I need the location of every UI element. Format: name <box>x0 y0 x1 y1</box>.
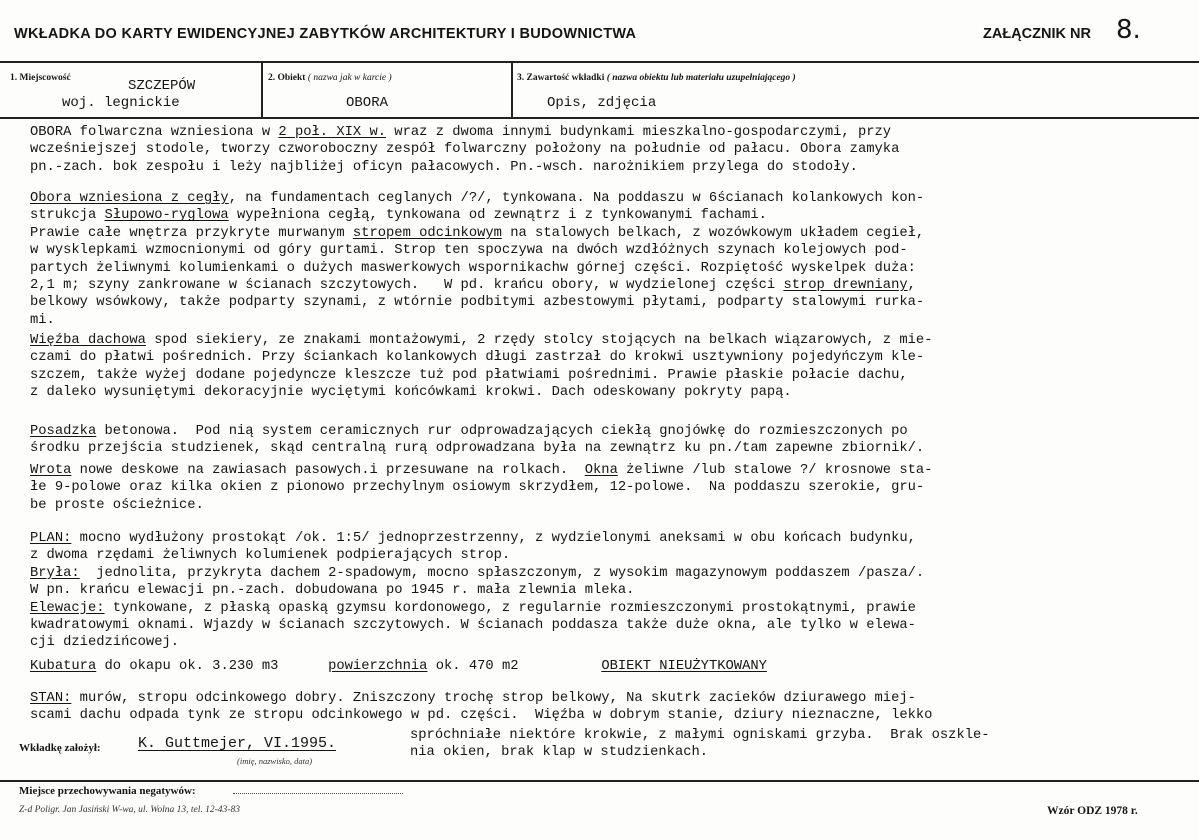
text-run: be proste ościeżnice. <box>30 497 204 513</box>
text-run: spod siekiery, ze znakami montażowymi, 2 rzędy stolcy stojących na belkach wiązarowych, z mie- <box>145 333 933 348</box>
text-run: nowe deskowe na zawiasach pasowych.i przesuwane na rolkach. <box>71 463 585 478</box>
text-run: wraz z dwoma innymi budynkami mieszkalno-gospodarczymi, przy <box>386 125 892 140</box>
text-run: W pn. krańcu elewacji pn.-zach. dobudowana po 1945 r. mała zlewnia mleka. <box>30 583 635 599</box>
field-object-label-num: 2. Obiekt <box>268 73 306 83</box>
text-line <box>30 332 932 349</box>
underlined-run: stropem odcinkowym <box>352 225 502 241</box>
field-row-border <box>0 117 1199 119</box>
field-voivodeship-value: woj. legnickie <box>62 95 180 111</box>
text-line <box>30 634 924 651</box>
text-run: 2,1 m; szyny zankrowane w ścianach szczytowych. W pd. krańcu obory, w wydzielonej części <box>30 278 784 294</box>
text-run: kwadratowymi oknami. Wjazdy w ścianach szczytowych. W ścianach poddasza także duże okna, ale tylko w elewa- <box>30 618 916 634</box>
underlined-run: strop drewniany <box>783 278 908 294</box>
text-run: strukcja <box>30 208 105 224</box>
text-line <box>30 159 899 176</box>
field-content-label-note: ( nazwa obiektu lub materiału uzupełniającego ) <box>606 73 796 83</box>
paragraph-construction <box>30 190 924 329</box>
text-run: ok. 470 m2 <box>427 659 602 674</box>
text-line <box>30 497 932 514</box>
paragraph-history <box>30 124 899 176</box>
paragraph-doors-windows <box>30 462 932 514</box>
storage-dotted-line <box>233 793 403 794</box>
annex-number: 8. <box>1116 15 1141 45</box>
text-line <box>30 582 924 599</box>
underlined-run: Bryła: <box>30 565 80 581</box>
underlined-run: Elewacje: <box>30 600 105 616</box>
printer-info: Z-d Poligr. Jan Jasiński W-wa, ul. Wolna 13, tel. 12-43-83 <box>19 805 240 815</box>
text-line <box>30 658 767 675</box>
underlined-run: Słupowo-ryglowa <box>104 208 229 224</box>
underlined-run: Kubatura <box>30 659 97 674</box>
text-run: czami do płatwi pośrednich. Przy ściankach kolankowych długi zastrzał do krokwi usztywniony pojedyńczym kle- <box>30 350 925 366</box>
text-run: scami dachu odpada tynk ze stropu odcinkowego w pd. części. Więźba w dobrym stanie, dziury nieznaczne, lekko <box>30 708 933 724</box>
field-object-label-note: ( nazwa jak w karcie ) <box>307 73 392 83</box>
text-run: belkowy wsówkowy, także podparty szynami, z wtórnie podbitymi azbestowymi płytami, podparty stalowymi rurka- <box>30 295 925 311</box>
text-run: w wysklepkami wzmocnionymi od góry gurtami. Strop ten spoczywa na dwóch wzdłóżnych szynach kolejowych pod- <box>30 243 908 259</box>
annex-label: ZAŁĄCZNIK NR <box>983 26 1091 42</box>
underlined-run: OBIEKT NIEUŻYTKOWANY <box>601 659 767 674</box>
text-line <box>30 242 924 259</box>
text-run: OBORA folwarczna wzniesiona w <box>30 125 279 140</box>
text-run: z daleko wysuniętymi dekoracyjnie wyciętymi końcówkami krokwi. Dach odeskowany pokryty papą. <box>30 385 792 401</box>
field-object-value: OBORA <box>346 95 389 111</box>
underlined-run: Więźba dachowa <box>30 333 146 348</box>
text-run: wcześniejszej stodole, tworzy czworoboczny zespół folwarczny położony na południe od pałacu. Obora zamyka <box>30 142 900 158</box>
field-divider-2 <box>511 61 513 118</box>
text-line <box>30 617 924 634</box>
text-line <box>30 367 932 384</box>
paragraph-volume <box>30 658 767 675</box>
text-line <box>30 690 932 707</box>
text-run: spróchniałe niektóre krokwie, z małymi ogniskami grzyba. Brak oszkle- <box>410 728 990 743</box>
text-line <box>410 727 990 744</box>
text-line <box>30 423 924 440</box>
text-run: pn.-zach. bok zespołu i leży najbliżej oficyn pałacowych. Pn.-wsch. narożnikiem przylega do stodoły. <box>30 159 858 175</box>
text-line <box>30 479 932 496</box>
author-label: Wkładkę założył: <box>19 742 101 754</box>
field-locality-label: 1. Miejscowość <box>10 73 71 83</box>
field-divider-1 <box>261 61 263 118</box>
text-run: na stalowych belkach, z wozówkowym układem cegieł, <box>501 225 925 241</box>
underlined-run: PLAN: <box>30 531 72 546</box>
text-line <box>30 190 924 207</box>
field-locality-value: SZCZEPÓW <box>128 78 196 94</box>
text-run: nia okien, brak klap w studzienkach. <box>410 745 709 761</box>
underlined-run: powierzchnia <box>328 659 428 674</box>
underlined-run: STAN: <box>30 691 72 706</box>
text-run: szczem, także wyżej dodane pojedyncze kleszcze tuż pod płatwiami pośrednimi. Prawie płaskie połacie dachu, <box>30 367 908 383</box>
text-line <box>30 384 932 401</box>
paragraph-condition-cont <box>410 727 990 762</box>
text-line <box>30 312 924 329</box>
text-run: , <box>907 278 916 294</box>
author-note: (imię, nazwisko, data) <box>237 756 313 766</box>
card-title: WKŁADKA DO KARTY EWIDENCYJNEJ ZABYTKÓW ARCHITEKTURY I BUDOWNICTWA <box>14 26 637 42</box>
text-line <box>30 294 924 311</box>
text-run: do okapu ok. 3.230 m3 <box>96 659 329 674</box>
text-line <box>30 349 932 366</box>
text-run: wypełniona cegłą, tynkowana od zewnątrz i z tynkowanymi fachami. <box>228 208 767 224</box>
text-line <box>30 440 924 457</box>
text-line <box>30 124 899 141</box>
form-model: Wzór ODZ 1978 r. <box>1047 805 1138 817</box>
field-content-label <box>517 73 796 83</box>
text-run: jednolita, przykryta dachem 2-spadowym, mocno spłaszczonym, z wysokim magazynowym poddaszem /pasza/. <box>79 565 925 581</box>
text-line <box>30 277 924 294</box>
paragraph-condition <box>30 690 932 725</box>
field-content-label-num: 3. Zawartość wkładki <box>517 73 605 83</box>
text-line <box>30 462 932 479</box>
paragraph-floor <box>30 423 924 458</box>
text-line <box>30 707 932 724</box>
paragraph-plan <box>30 530 924 652</box>
text-run: cji dziedzińcowej. <box>30 635 180 651</box>
text-run: łe 9-polowe oraz kilka okien z pionowo przechylnym osiowym skrzydłem, 12-polowe. Na poddaszu szerokie, gru- <box>30 480 925 496</box>
text-line <box>30 225 924 242</box>
text-line <box>30 600 924 617</box>
text-run: żeliwne /lub stalowe ?/ krosnowe sta- <box>617 463 933 478</box>
text-run: , na fundamentach ceglanych /?/, tynkowana. Na poddaszu w 6ścianach kolankowych kon- <box>228 191 925 206</box>
underlined-run: 2 poł. XIX w. <box>278 125 387 140</box>
storage-label: Miejsce przechowywania negatywów: <box>19 785 196 797</box>
text-run: mi. <box>30 312 55 328</box>
text-line <box>410 744 990 761</box>
text-run: środku przejścia studzienek, skąd centralną rurą odprowadzana była na zewnątrz ku pn./tam zapewne zbiornik/. <box>30 441 925 457</box>
field-content-value: Opis, zdjęcia <box>547 95 657 111</box>
paragraph-roof-truss <box>30 332 932 402</box>
underlined-run: Posadzka <box>30 424 97 439</box>
author-value: K. Guttmejer, VI.1995. <box>138 735 337 752</box>
text-run: betonowa. Pod nią system ceramicznych rur odprowadzających ciekłą gnojówkę do rozmieszczonych po <box>96 424 908 439</box>
text-run: Prawie całe wnętrza przykryte murwanym <box>30 225 353 241</box>
text-line <box>30 207 924 224</box>
text-line <box>30 530 924 547</box>
underlined-run: Obora wzniesiona z cegły <box>30 191 229 206</box>
text-run: partych żeliwnymi kolumienkami o dużych maswerkowych wspornikachw górnej części. Rozpiętość wyskelpek duża: <box>30 260 916 276</box>
underlined-run: Wrota <box>30 463 72 478</box>
text-run: mocno wydłużony prostokąt /ok. 1:5/ jednoprzestrzenny, z wydzielonymi aneksami w obu końcach budynku, <box>71 531 916 546</box>
text-line <box>30 565 924 582</box>
text-line <box>30 260 924 277</box>
underlined-run: Okna <box>584 463 618 478</box>
text-line <box>30 547 924 564</box>
text-run: tynkowane, z płaską opaską gzymsu kordonowego, z regularnie rozmieszczonymi prostokątnymi, prawie <box>104 600 916 616</box>
text-run: murów, stropu odcinkowego dobry. Zniszczony trochę strop belkowy, Na skutrk zacieków dziurawego miej- <box>71 691 916 706</box>
field-object-label <box>268 73 392 83</box>
text-line <box>30 141 899 158</box>
text-run: z dwoma rzędami żeliwnych kolumienek podpierających strop. <box>30 548 511 564</box>
